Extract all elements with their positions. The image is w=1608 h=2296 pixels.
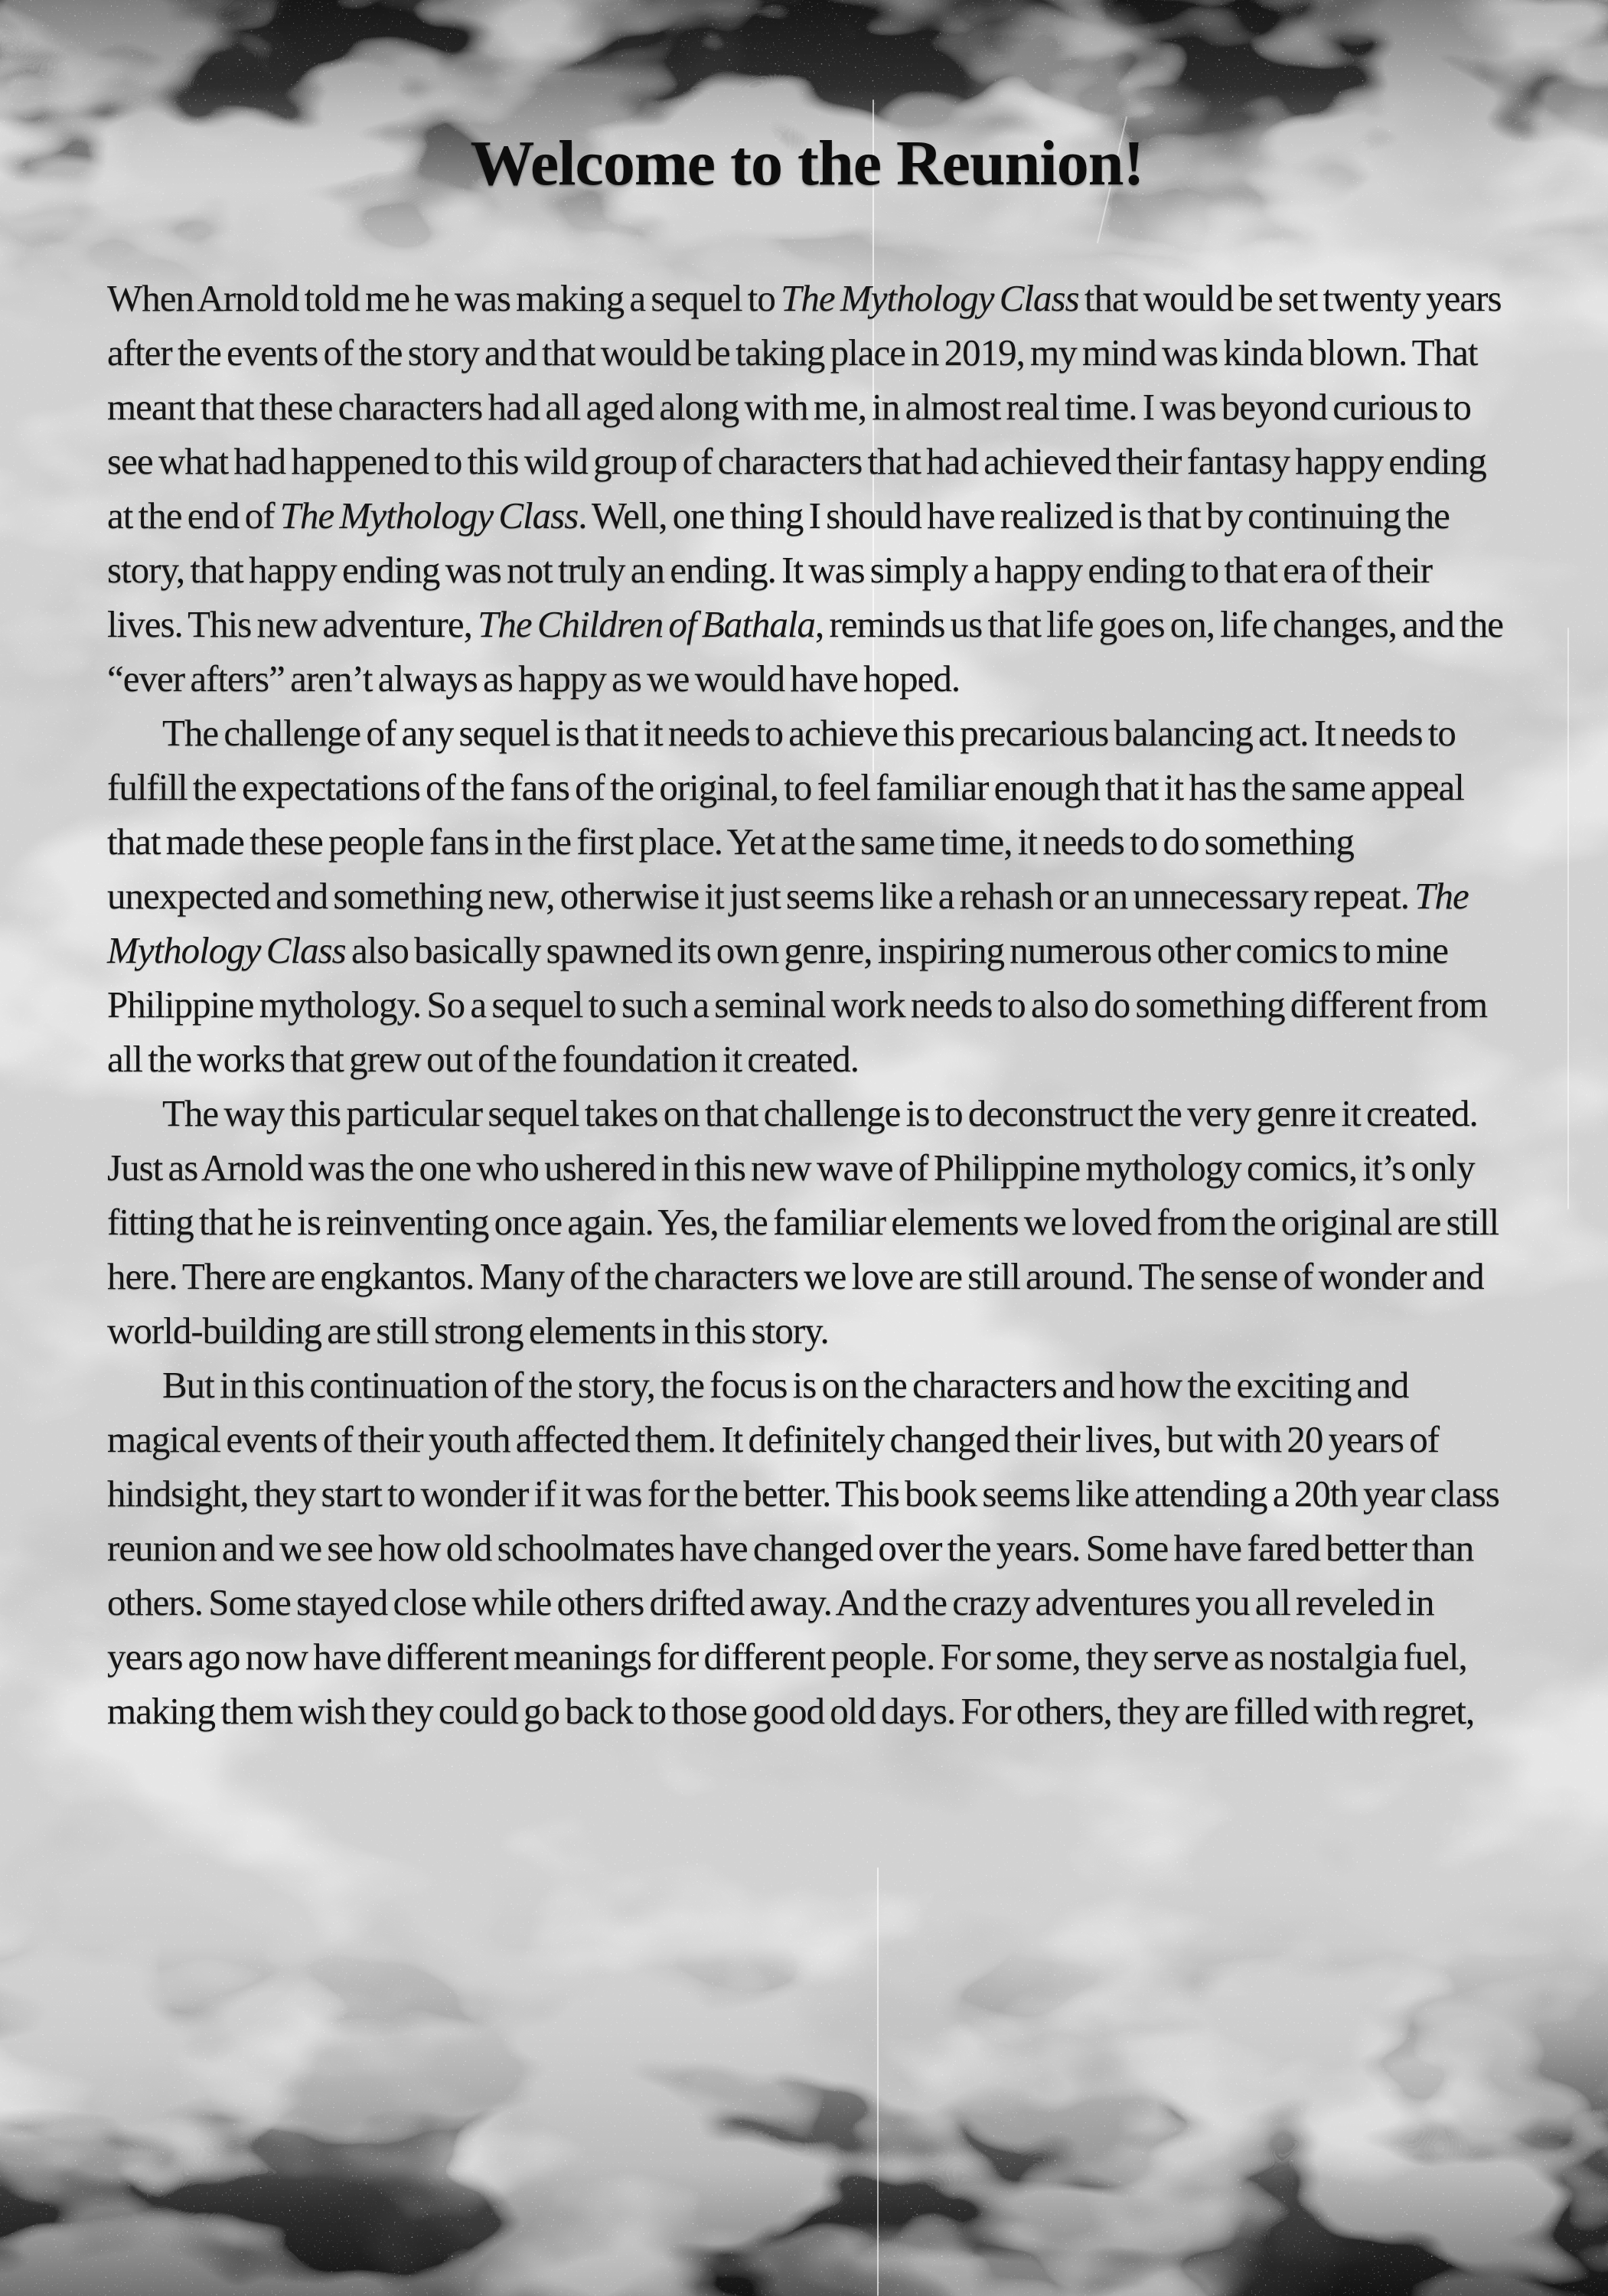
paragraph-3: The way this particular sequel takes on that challenge is to deconstruct the very genre it created. Just as Arnold was the one who ushered in this new wave of Philippine mythology comics, it’s only fitting that he is reinventing once again. Yes, the familiar elements we loved from the original are still here. There are engkantos. Many of the characters we love are still around. The sense of wonder and world-building are still strong elements in this story. — [107, 1092, 1499, 1352]
scratch-line — [1567, 628, 1569, 1209]
paragraph-1: When Arnold told me he was making a sequel to The Mythology Class that would be set twenty years after the events of the story and that would be taking place in 2019, my mind was kinda blown. That meant that these characters had all aged along with me, in almost real time. I was beyond curious to see what had happened to this wild group of characters that had achieved their fantasy happy ending at the end of The Mythology Class. Well, one thing I should have realized is that by continuing the story, that happy ending was not truly an ending. It was simply a happy ending to that era of their lives. This new adventure, The Children of Bathala, reminds us that life goes on, life changes, and the “ever afters” aren’t always as happy as we would have hoped. — [107, 277, 1504, 700]
page-title: Welcome to the Reunion! — [470, 128, 1144, 199]
book-page — [107, 0, 1507, 1738]
paragraph-4: But in this continuation of the story, the focus is on the characters and how the exciting and magical events of their youth affected them. It definitely changed their lives, but with 20 years of hindsight, they start to wonder if it was for the better. This book seems like attending a 20th year class reunion and we see how old schoolmates have changed over the years. Some have fared better than others. Some stayed close while others drifted away. And the crazy adventures you all reveled in years ago now have different meanings for different people. For some, they serve as nostalgia fuel, making them wish they could go back to those good old days. For others, they are filled with regret, — [107, 1364, 1499, 1732]
paragraph-2: The challenge of any sequel is that it needs to achieve this precarious balancing act. It needs to fulfill the expectations of the fans of the original, to feel familiar enough that it has the same appeal that made these people fans in the first place. Yet at the same time, it needs to do something unexpected and something new, otherwise it just seems like a rehash or an unnecessary repeat. The Mythology Class also basically spawned its own genre, inspiring numerous other comics to mine Philippine mythology. So a sequel to such a seminal work needs to also do something different from all the works that grew out of the foundation it created. — [107, 712, 1488, 1080]
foreword-text — [107, 271, 1507, 1738]
scratch-line — [877, 1867, 879, 2296]
